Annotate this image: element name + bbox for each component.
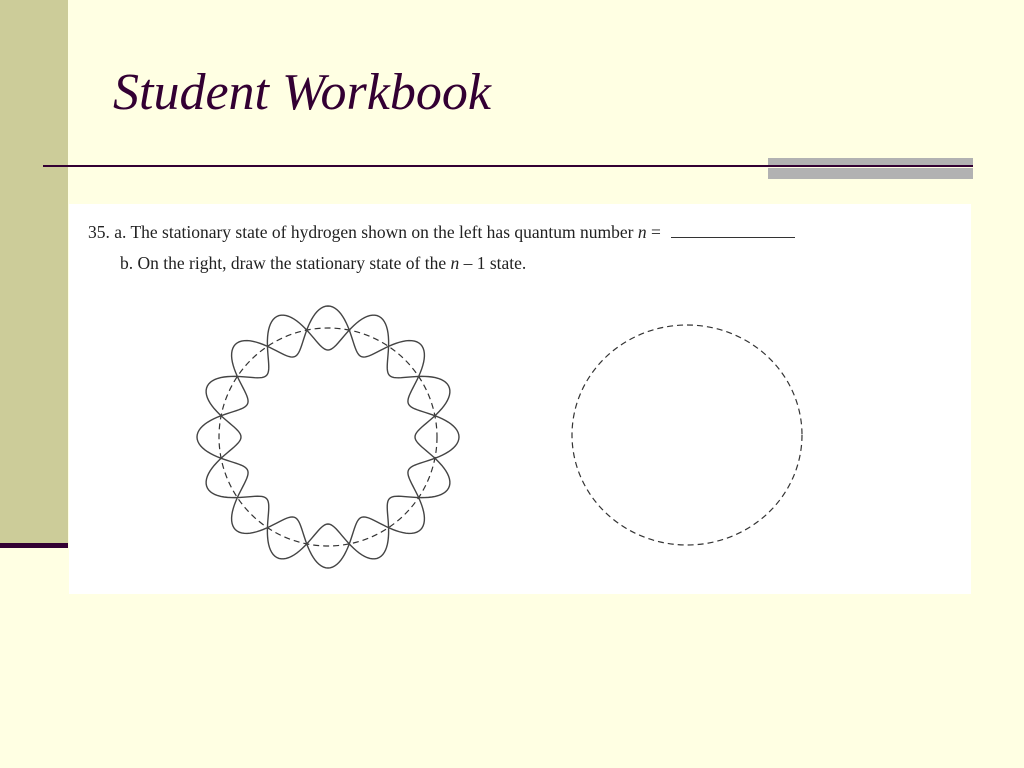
side-decoration-rule — [0, 543, 68, 548]
slide-title: Student Workbook — [113, 64, 491, 121]
right-empty-orbit-figure — [572, 325, 802, 545]
question-part-a-text: a. The stationary state of hydrogen shown on the left has quantum number — [114, 222, 634, 242]
side-decoration-bar — [0, 0, 68, 546]
question-number: 35. — [88, 222, 110, 242]
right-dashed-orbit — [572, 325, 802, 545]
orbit-figures — [69, 204, 971, 594]
quantum-number-variable-b: n — [450, 253, 460, 273]
left-dashed-orbit — [219, 328, 437, 546]
title-accent-bar — [768, 158, 973, 179]
left-standing-wave-figure — [197, 306, 459, 568]
quantum-number-variable: n — [637, 222, 647, 242]
equals-sign: = — [646, 222, 661, 242]
question-part-b-suffix: – 1 state. — [459, 253, 527, 273]
workbook-image-panel — [69, 204, 971, 594]
question-part-b-text: b. On the right, draw the stationary state of the — [120, 253, 447, 273]
standing-wave-curve — [197, 306, 459, 568]
